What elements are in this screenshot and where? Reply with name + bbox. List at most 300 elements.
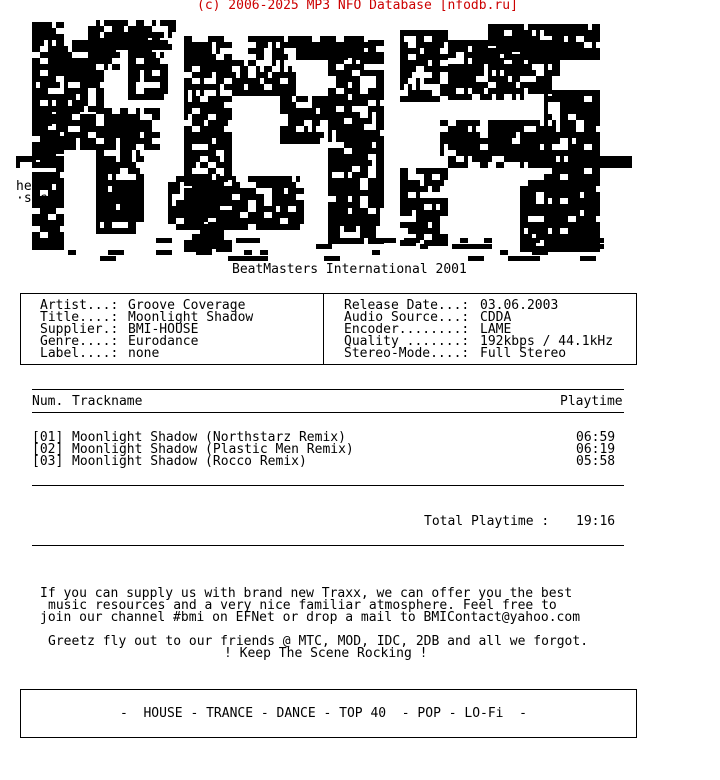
logo-pixel (584, 126, 592, 132)
logo-pixel (224, 246, 232, 252)
logo-pixel (208, 188, 216, 194)
logo-pixel (216, 218, 224, 224)
logo-pixel (360, 166, 368, 172)
logo-pixel (528, 144, 536, 150)
logo-pixel (472, 46, 480, 52)
logo-pixel (400, 198, 408, 204)
logo-pixel (592, 204, 600, 210)
logo-pixel (312, 96, 320, 102)
logo-pixel (56, 202, 64, 208)
logo-pixel (208, 156, 216, 162)
logo-pixel (544, 156, 548, 162)
logo-pixel (192, 138, 200, 144)
logo-pixel (72, 94, 76, 100)
logo-pixel (192, 176, 200, 182)
logo-pixel (360, 160, 368, 166)
logo-pixel (104, 222, 112, 228)
copyright-link[interactable]: (c) 2006-2025 MP3 NFO Database [nfodb.ru] (197, 0, 518, 13)
logo-pixel (216, 182, 224, 188)
logo-pixel (192, 102, 200, 108)
logo-pixel (504, 126, 512, 132)
logo-pixel (184, 206, 192, 212)
bmi-ascii-logo (0, 0, 720, 280)
logo-pixel (456, 46, 464, 52)
logo-pixel (104, 126, 112, 132)
logo-pixel (256, 42, 264, 48)
logo-pixel (368, 46, 376, 52)
logo-pixel (568, 192, 576, 198)
logo-pixel (56, 82, 60, 88)
logo-pixel (528, 70, 536, 76)
logo-pixel (576, 132, 584, 138)
logo-pixel (48, 208, 56, 214)
logo-pixel (96, 180, 104, 186)
logo-pixel (88, 58, 96, 64)
logo-pixel (584, 24, 588, 30)
logo-pixel (436, 238, 444, 243)
logo-pixel (528, 222, 536, 228)
logo-pixel (552, 54, 560, 60)
logo-pixel (520, 222, 528, 228)
logo-pixel (40, 28, 48, 34)
logo-pixel (544, 30, 552, 36)
logo-pixel (216, 84, 220, 90)
logo-pixel (544, 64, 548, 70)
logo-pixel (368, 220, 376, 226)
logo-pixel (344, 208, 348, 214)
logo-pixel (520, 156, 528, 162)
logo-pixel (136, 204, 144, 210)
logo-pixel (56, 70, 64, 76)
logo-pixel (344, 226, 352, 232)
logo-pixel (200, 188, 208, 194)
logo-pixel (576, 42, 584, 48)
logo-pixel (280, 54, 288, 60)
logo-pixel (288, 36, 296, 42)
logo-pixel (556, 244, 572, 249)
logo-pixel (592, 198, 600, 204)
logo-pixel (32, 100, 40, 106)
logo-pixel (288, 200, 296, 206)
logo-pixel (272, 84, 280, 90)
logo-pixel (528, 138, 536, 144)
logo-pixel (48, 114, 56, 120)
logo-pixel (304, 96, 308, 102)
logo-pixel (592, 216, 596, 222)
logo-pixel (232, 188, 240, 194)
logo-pixel (592, 180, 600, 186)
logo-pixel (536, 150, 544, 156)
logo-pixel (520, 82, 528, 88)
logo-pixel (576, 102, 584, 108)
logo-pixel (224, 120, 228, 126)
logo-pixel (464, 120, 472, 126)
logo-pixel (64, 70, 72, 76)
logo-pixel (584, 102, 592, 108)
logo-pixel (176, 212, 184, 218)
logo-pixel (552, 30, 560, 36)
logo-pixel (48, 22, 52, 28)
logo-pixel (496, 48, 504, 54)
logo-pixel (56, 220, 64, 226)
logo-pixel (568, 42, 576, 48)
logo-pixel (592, 156, 600, 162)
logo-pixel (80, 82, 88, 88)
logo-pixel (200, 114, 208, 120)
logo-pixel (568, 186, 576, 192)
logo-pixel (32, 162, 40, 168)
logo-pixel (600, 156, 608, 162)
logo-pixel (144, 58, 152, 64)
logo-pixel (472, 126, 476, 132)
logo-pixel (560, 192, 568, 198)
logo-pixel (280, 194, 288, 200)
logo-pixel (536, 48, 544, 54)
logo-pixel (452, 244, 460, 249)
logo-pixel (472, 64, 480, 70)
logo-pixel (416, 186, 424, 192)
logo-pixel (232, 200, 240, 206)
logo-pixel (152, 88, 160, 94)
logo-pixel (528, 82, 536, 88)
logo-pixel (360, 226, 368, 232)
logo-pixel (416, 198, 424, 204)
logo-pixel (432, 216, 440, 222)
logo-pixel (592, 90, 600, 96)
logo-pixel (584, 198, 588, 204)
logo-pixel (584, 174, 592, 180)
logo-pixel (400, 30, 408, 36)
logo-pixel (584, 138, 592, 144)
logo-pixel (152, 58, 160, 64)
logo-pixel (136, 180, 144, 186)
logo-pixel (368, 160, 372, 166)
logo-pixel (184, 102, 192, 108)
logo-pixel (240, 60, 244, 66)
logo-pixel (472, 76, 476, 82)
logo-pixel (544, 96, 552, 102)
logo-pixel (80, 120, 88, 126)
logo-pixel (152, 132, 160, 138)
logo-pixel (352, 184, 360, 190)
logo-pixel (376, 52, 384, 58)
logo-pixel (192, 120, 200, 126)
logo-pixel (520, 198, 528, 204)
logo-pixel (344, 94, 348, 100)
logo-pixel (192, 132, 200, 138)
logo-pixel (112, 126, 120, 132)
logo-pixel (152, 94, 160, 100)
logo-pixel (368, 178, 376, 184)
logo-pixel (80, 46, 88, 52)
logo-pixel (584, 120, 592, 126)
logo-pixel (96, 82, 100, 88)
logo-pixel (208, 200, 216, 206)
logo-pixel (536, 88, 544, 94)
logo-pixel (200, 206, 208, 212)
logo-pixel (96, 198, 104, 204)
logo-pixel (464, 156, 468, 162)
logo-pixel (96, 210, 104, 216)
logo-pixel (352, 190, 360, 196)
logo-pixel (128, 144, 136, 150)
logo-pixel (104, 114, 112, 120)
logo-pixel (80, 94, 88, 100)
logo-pixel (68, 250, 76, 255)
logo-pixel (360, 208, 368, 214)
logo-pixel (544, 70, 552, 76)
logo-pixel (32, 22, 40, 28)
logo-pixel (576, 24, 584, 30)
logo-pixel (464, 94, 472, 100)
logo-pixel (504, 156, 512, 162)
logo-pixel (40, 34, 48, 40)
logo-pixel (376, 88, 384, 94)
logo-pixel (64, 46, 68, 52)
logo-pixel (560, 24, 568, 30)
logo-pixel (264, 206, 272, 212)
logo-pixel (568, 228, 576, 234)
logo-pixel (224, 144, 232, 150)
logo-pixel (488, 94, 492, 100)
logo-pixel (200, 42, 208, 48)
logo-pixel (176, 182, 180, 188)
logo-pixel (280, 84, 288, 90)
logo-pixel (208, 168, 216, 174)
logo-pixel (40, 142, 48, 148)
logo-pixel (456, 40, 464, 46)
logo-pixel (40, 244, 48, 250)
logo-pixel (152, 114, 160, 120)
logo-pixel (496, 30, 504, 36)
logo-pixel (104, 228, 112, 234)
logo-pixel (296, 96, 304, 102)
logo-pixel (352, 100, 360, 106)
logo-pixel (88, 70, 96, 76)
logo-pixel (248, 194, 256, 200)
logo-pixel (368, 232, 376, 238)
logo-pixel (232, 72, 236, 78)
logo-pixel (616, 162, 624, 168)
logo-pixel (96, 88, 104, 94)
logo-pixel (176, 200, 184, 206)
logo-pixel (512, 82, 516, 88)
logo-pixel (504, 64, 512, 70)
logo-pixel (568, 132, 576, 138)
logo-pixel (72, 70, 80, 76)
logo-pixel (552, 186, 560, 192)
logo-pixel (224, 156, 232, 162)
logo-pixel (264, 78, 272, 84)
logo-pixel (96, 150, 104, 156)
logo-pixel (224, 188, 232, 194)
logo-pixel (328, 46, 336, 52)
logo-pixel (192, 84, 200, 90)
logo-pixel (528, 30, 532, 36)
logo-pixel (40, 162, 48, 168)
logo-pixel (568, 234, 576, 240)
logo-pixel (400, 210, 408, 216)
logo-pixel (216, 66, 224, 72)
logo-pixel (120, 144, 128, 150)
logo-pixel (80, 126, 88, 132)
logo-pixel (56, 34, 64, 40)
logo-pixel (528, 64, 532, 70)
logo-pixel (376, 124, 384, 130)
logo-pixel (144, 138, 152, 144)
logo-pixel (576, 240, 584, 246)
logo-pixel (456, 162, 464, 168)
logo-pixel (344, 112, 352, 118)
logo-pixel (184, 78, 192, 84)
logo-pixel (440, 54, 448, 60)
logo-pixel (408, 228, 416, 234)
logo-pixel (376, 76, 384, 82)
logo-pixel (256, 194, 264, 200)
logo-pixel (360, 220, 368, 226)
logo-pixel (360, 118, 368, 124)
logo-pixel (80, 40, 88, 46)
logo-pixel (32, 142, 40, 148)
logo-pixel (32, 220, 40, 226)
logo-pixel (192, 234, 200, 240)
total-playtime-value: 19:16 (576, 514, 616, 529)
logo-pixel (352, 196, 360, 202)
logo-pixel (176, 188, 180, 194)
track-name: Moonlight Shadow (Rocco Remix) (72, 454, 307, 469)
logo-pixel (528, 186, 536, 192)
logo-pixel (376, 148, 384, 154)
logo-pixel (504, 70, 512, 76)
logo-pixel (112, 162, 120, 168)
message-line-1: If you can supply us with brand new Traxx, we can offer you the best (40, 586, 573, 601)
logo-pixel (544, 126, 552, 132)
logo-pixel (528, 24, 536, 30)
logo-pixel (568, 96, 576, 102)
logo-pixel (552, 168, 560, 174)
logo-pixel (32, 232, 40, 238)
encoder-value: LAME (480, 322, 512, 337)
logo-pixel (192, 60, 200, 66)
logo-pixel (204, 244, 220, 249)
logo-pixel (512, 30, 520, 36)
logo-pixel (592, 174, 600, 180)
logo-pixel (184, 150, 192, 156)
logo-pixel (88, 138, 96, 144)
logo-pixel (600, 162, 608, 168)
logo-pixel (416, 36, 424, 42)
logo-pixel (552, 174, 560, 180)
logo-pixel (184, 36, 192, 42)
logo-pixel (328, 238, 336, 244)
logo-pixel (216, 224, 224, 230)
logo-pixel (200, 234, 208, 240)
logo-pixel (528, 192, 536, 198)
logo-pixel (376, 118, 384, 124)
logo-pixel (584, 90, 592, 96)
logo-pixel (352, 208, 360, 214)
logo-pixel (56, 138, 64, 144)
logo-pixel (472, 82, 480, 88)
logo-pixel (56, 172, 60, 178)
logo-pixel (304, 138, 312, 144)
logo-pixel (544, 120, 548, 126)
logo-pixel (144, 126, 152, 132)
logo-pixel (40, 40, 44, 46)
logo-pixel (80, 114, 88, 120)
logo-pixel (224, 138, 232, 144)
logo-pixel (536, 126, 544, 132)
logo-pixel (368, 202, 376, 208)
logo-pixel (400, 78, 408, 84)
logo-pixel (96, 216, 104, 222)
logo-pixel (336, 94, 344, 100)
logo-pixel (368, 136, 376, 142)
logo-pixel (208, 150, 216, 156)
logo-pixel (128, 38, 136, 44)
logo-pixel (288, 126, 296, 132)
logo-pixel (136, 132, 140, 138)
logo-pixel (56, 46, 64, 52)
logo-pixel (136, 44, 144, 50)
logo-pixel (232, 224, 240, 230)
logo-pixel (224, 84, 232, 90)
logo-pixel (112, 216, 120, 222)
logo-pixel (216, 138, 224, 144)
logo-pixel (488, 156, 492, 162)
logo-pixel (504, 82, 512, 88)
logo-pixel (440, 42, 444, 48)
logo-pixel (568, 36, 576, 42)
logo-pixel (520, 126, 524, 132)
logo-pixel (244, 250, 252, 255)
logo-pixel (360, 100, 368, 106)
logo-pixel (552, 180, 560, 186)
logo-pixel (224, 150, 232, 156)
logo-pixel (208, 126, 216, 132)
logo-pixel (592, 114, 600, 120)
logo-pixel (416, 42, 424, 48)
logo-pixel (160, 70, 168, 76)
logo-pixel (544, 102, 548, 108)
logo-pixel (400, 60, 408, 66)
logo-pixel (280, 66, 284, 72)
logo-pixel (504, 76, 508, 82)
logo-pixel (272, 194, 280, 200)
logo-pixel (264, 72, 268, 78)
logo-pixel (520, 228, 524, 234)
logo-pixel (440, 150, 444, 156)
logo-pixel (496, 132, 504, 138)
logo-pixel (40, 106, 48, 112)
logo-pixel (136, 20, 144, 26)
logo-pixel (88, 38, 96, 44)
logo-pixel (408, 210, 412, 216)
tracklist-header-rule (32, 412, 624, 413)
logo-pixel (424, 30, 432, 36)
logo-pixel (312, 120, 320, 126)
logo-pixel (464, 88, 468, 94)
logo-pixel (48, 220, 56, 226)
logo-pixel (448, 144, 456, 150)
logo-pixel (280, 72, 288, 78)
logo-pixel (184, 48, 192, 54)
logo-pixel (344, 100, 352, 106)
logo-pixel (200, 218, 204, 224)
logo-pixel (184, 176, 192, 182)
logo-pixel (576, 108, 584, 114)
logo-pixel (216, 210, 224, 216)
